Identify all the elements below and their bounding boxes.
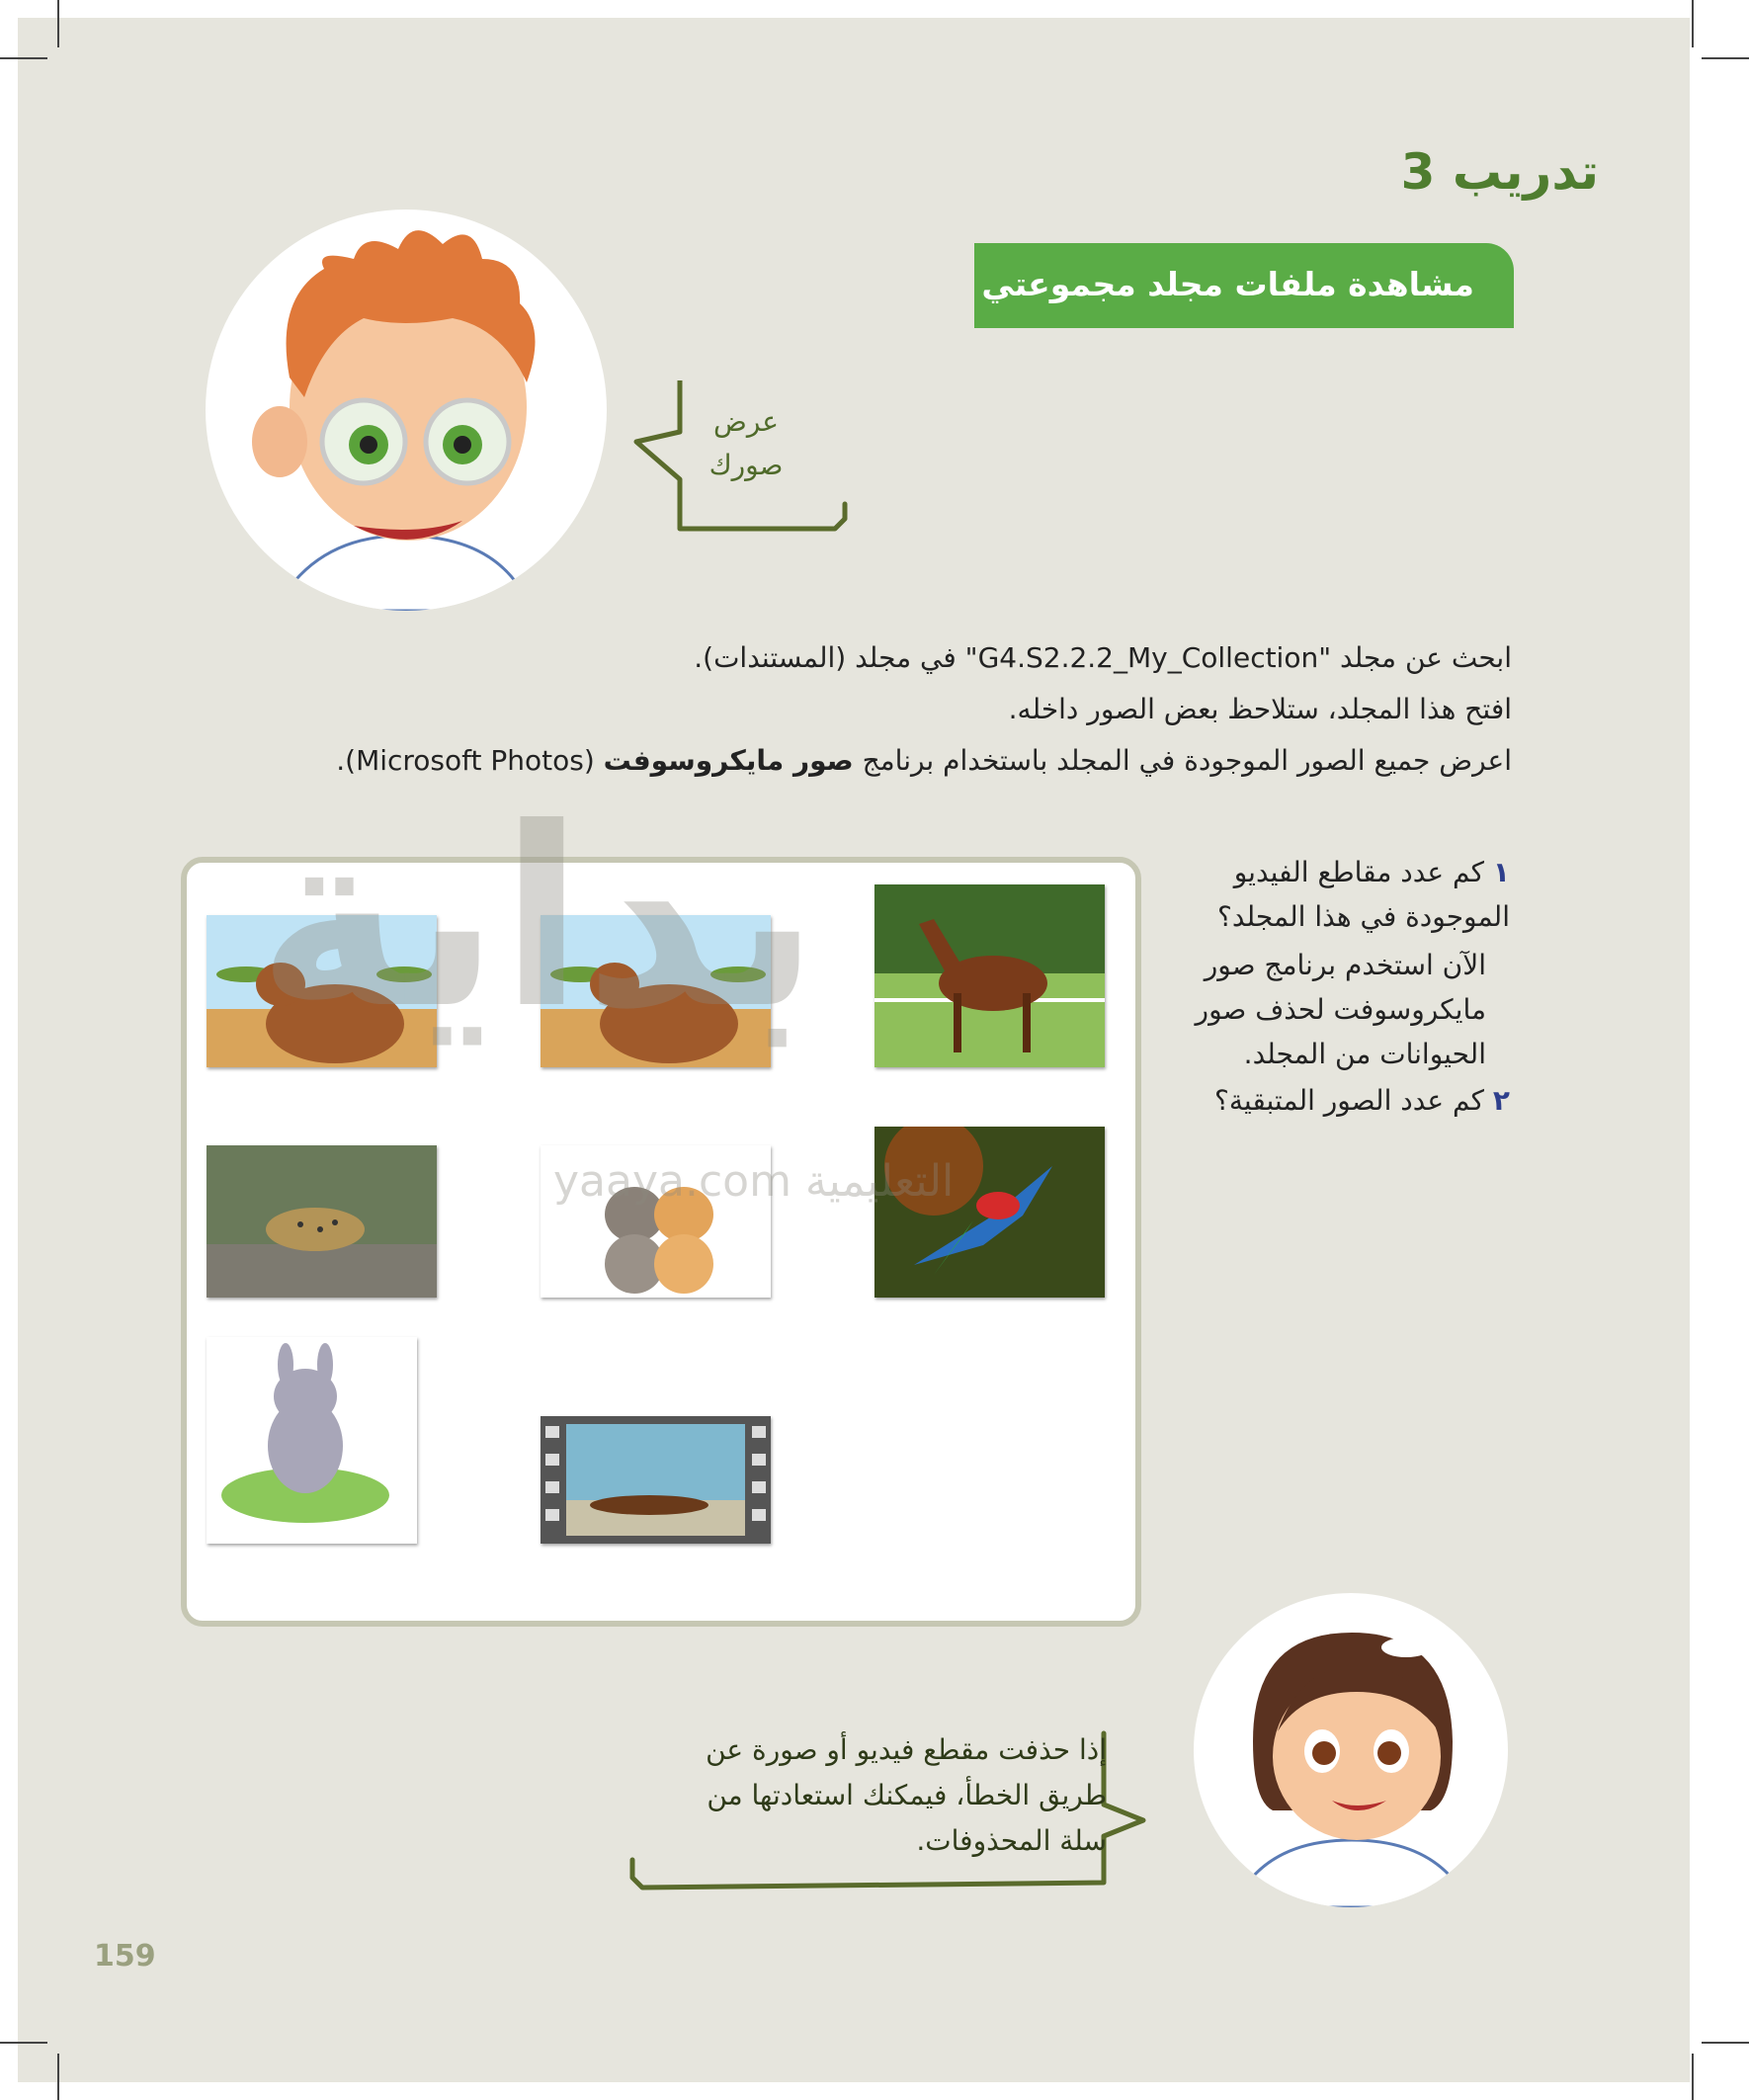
section-banner bbox=[974, 243, 1514, 328]
camel-image[interactable] bbox=[541, 915, 771, 1067]
speech-line-2: صورك bbox=[708, 449, 784, 481]
crop-mark bbox=[1692, 2054, 1694, 2100]
speech-line-1: عرض bbox=[712, 405, 779, 438]
leopard-image[interactable] bbox=[207, 1145, 437, 1298]
instruction-line-2: افتح هذا المجلد، ستلاحظ بعض الصور داخله. bbox=[1008, 693, 1512, 725]
crop-mark bbox=[0, 57, 47, 59]
crop-mark bbox=[57, 0, 59, 47]
parrot-image[interactable] bbox=[874, 1127, 1105, 1298]
crop-mark bbox=[0, 2042, 47, 2044]
boy-avatar bbox=[206, 210, 607, 611]
crop-mark bbox=[1702, 2042, 1749, 2044]
tip-line-2: طريق الخطأ، فيمكنك استعادتها من bbox=[707, 1779, 1107, 1811]
exercise-title: تدريب 3 bbox=[1400, 143, 1599, 201]
instruction-line-1: ابحث عن مجلد "G4.S2.2.2_My_Collection" في مجلد (المستندات). bbox=[694, 641, 1512, 674]
boy-speech-text bbox=[692, 400, 800, 487]
crop-mark bbox=[57, 2054, 59, 2100]
question-2-number: ٢ bbox=[1492, 1084, 1510, 1117]
horse-image[interactable] bbox=[874, 884, 1105, 1067]
banner-text: مشاهدة ملفات مجلد مجموعتي bbox=[981, 265, 1474, 303]
question-2 bbox=[1184, 1078, 1510, 1123]
page-number: 159 bbox=[94, 1939, 156, 1974]
question-1 bbox=[1184, 850, 1510, 939]
crop-mark bbox=[1692, 0, 1694, 47]
rabbit-image[interactable] bbox=[207, 1337, 417, 1544]
image-gallery bbox=[181, 857, 1141, 1627]
instruction-line-3-part2: (Microsoft Photos). bbox=[336, 744, 604, 777]
kittens-image[interactable] bbox=[541, 1145, 771, 1298]
question-instruction: الآن استخدم برنامج صور مايكروسوفت لحذف صور الحيوانات من المجلد. bbox=[1195, 949, 1486, 1070]
question-2-text: كم عدد الصور المتبقية؟ bbox=[1214, 1084, 1484, 1117]
tip-line-1: إذا حذفت مقطع فيديو أو صورة عن bbox=[706, 1733, 1107, 1766]
watermark-subtext: yaaya.com التعليمية bbox=[553, 1156, 955, 1207]
instructions bbox=[336, 632, 1512, 787]
girl-avatar bbox=[1194, 1593, 1508, 1907]
instruction-line-3-part1: اعرض جميع الصور الموجودة في المجلد باستخدام برنامج bbox=[853, 744, 1512, 777]
questions bbox=[1184, 850, 1510, 1123]
tip-line-3: سلة المحذوفات. bbox=[916, 1824, 1107, 1857]
camel-image[interactable] bbox=[207, 915, 437, 1067]
crop-mark bbox=[1702, 57, 1749, 59]
video-file[interactable] bbox=[541, 1416, 771, 1544]
instruction-line-3-bold: صور مايكروسوفت bbox=[603, 744, 854, 777]
question-1-text: كم عدد مقاطع الفيديو الموجودة في هذا المجلد؟ bbox=[1217, 856, 1510, 933]
question-1-number: ١ bbox=[1492, 856, 1510, 888]
instruction-line-3 bbox=[336, 735, 1512, 787]
watermark-text: بداية bbox=[257, 775, 820, 1062]
tip-text bbox=[642, 1727, 1107, 1864]
